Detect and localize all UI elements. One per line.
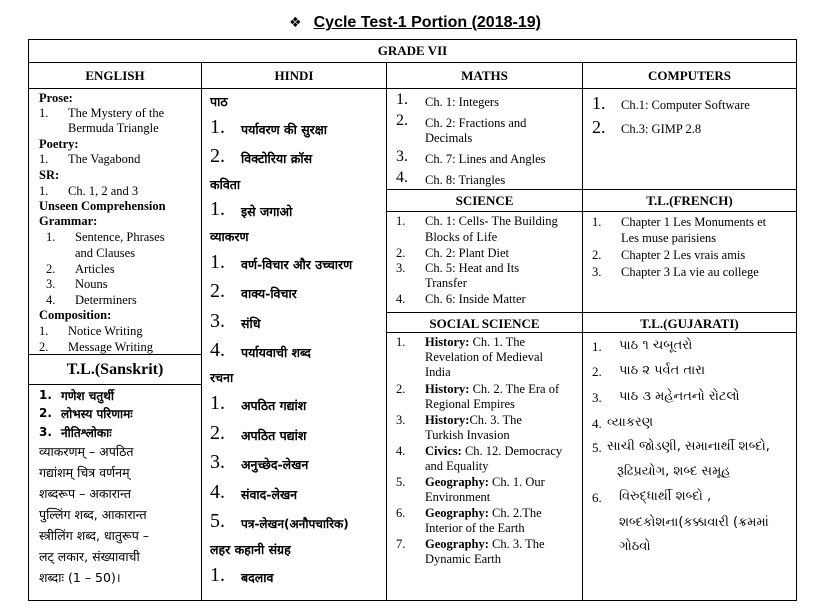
list-item: Ch. 2: Fractions and [425, 116, 527, 130]
list-item-number: 1. [39, 106, 49, 120]
maths-header: MATHS [461, 68, 508, 83]
list-item: Decimals [425, 131, 473, 145]
list-item-number: 2. [210, 280, 225, 302]
topic-label: Geography: [425, 475, 489, 489]
gujarati-header: T.L.(GUJARATI) [640, 316, 739, 331]
list-item: Blocks of Life [425, 230, 498, 244]
grid-line [386, 211, 796, 212]
grid-line [29, 62, 796, 63]
list-item: Transfer [425, 276, 467, 290]
list-item-number: 2. [396, 382, 406, 396]
topic-label: History: [425, 335, 470, 349]
chapter-text: Ch. 2.The [488, 506, 542, 520]
list-item: संधि [241, 316, 261, 331]
grid-line [386, 332, 796, 333]
list-item: Environment [425, 490, 491, 504]
list-item: Determiners [75, 293, 137, 307]
list-item: Chapter 2 Les vrais amis [621, 248, 746, 262]
list-item: Interior of the Earth [425, 521, 525, 535]
list-item-number: 1. [210, 251, 225, 273]
list-item: Chapter 3 La vie au college [621, 265, 759, 279]
list-item: ગોઠવો [619, 539, 651, 554]
chapter-text: Ch. 12. Democracy [461, 444, 563, 458]
chapter-text: Ch. 1. The [469, 335, 526, 349]
list-item: वाक्य-विचार [241, 286, 297, 301]
list-item-number: 3. [592, 390, 602, 405]
list-item: Notice Writing [68, 324, 143, 338]
chapter-text: Ch. 3. The [469, 413, 522, 427]
list-item-number: 1. [210, 564, 225, 586]
list-item: Ch.1: Computer Software [621, 98, 750, 112]
grid-line [386, 312, 796, 313]
page-title [0, 14, 830, 32]
path-label: पाठ [210, 94, 228, 109]
list-item: Ch. 1, 2 and 3 [68, 184, 139, 198]
sanskrit-header: T.L.(Sanskrit) [66, 361, 164, 378]
rachna-label: रचना [210, 370, 234, 385]
list-item-number: 2. [592, 364, 602, 379]
grade-header: GRADE VII [377, 43, 448, 58]
list-item: વ્યાકરણ [607, 415, 654, 430]
list-item: Message Writing [68, 340, 154, 354]
list-item: वर्ण-विचार और उच्चारण [241, 257, 353, 272]
topic-label: Geography: [425, 537, 489, 551]
list-item: Ch. 7: Lines and Angles [425, 152, 546, 166]
list-item [425, 537, 545, 552]
list-item: પાઠ ૩ મહેનતનો રોટલો [619, 389, 740, 404]
grid-line [201, 62, 202, 600]
list-item-number: 1. [210, 392, 225, 414]
list-item: पर्यायवाची शब्द [241, 345, 311, 360]
prose-label: Prose: [39, 91, 73, 105]
list-item [425, 506, 542, 521]
list-item: अपठित गद्यांश [241, 398, 307, 413]
list-item-number: 1. [396, 214, 406, 228]
list-item: The Vagabond [68, 152, 141, 166]
list-item-number: 3. [396, 413, 406, 427]
kavita-label: कविता [210, 177, 241, 192]
list-item-number: 2. [396, 112, 408, 129]
social-science-header: SOCIAL SCIENCE [429, 316, 540, 331]
sr-label: SR: [39, 168, 60, 182]
list-item-number: 3. [396, 261, 406, 275]
list-item: अनुच्छेद-लेखन [241, 457, 309, 472]
sanskrit-para-line: लट् लकार, संख्यावाची [39, 549, 140, 564]
list-item-number: 2. [210, 422, 225, 444]
grammar-label: Grammar: [39, 214, 98, 228]
list-item [425, 335, 525, 350]
list-item-number: 1. [210, 116, 225, 138]
topic-label: History: [425, 413, 470, 427]
grid-line [29, 384, 201, 385]
sanskrit-para-line: पुल्लिंग शब्द, आकारान्त [39, 507, 147, 522]
list-item: Les muse parisiens [621, 231, 717, 245]
list-item-number: 4. [592, 416, 602, 431]
list-item: लोभस्य परिणामः [61, 407, 133, 421]
topic-label: History: [425, 382, 470, 396]
list-item: Articles [75, 262, 115, 276]
list-item: and Clauses [75, 246, 136, 260]
list-item-number: 2. [396, 246, 406, 260]
list-item: India [425, 365, 451, 379]
list-item: इसे जगाओ [241, 204, 293, 219]
list-item-number: 7. [396, 537, 406, 551]
english-header: ENGLISH [85, 68, 145, 83]
list-item: संवाद-लेखन [241, 487, 298, 502]
list-item: Ch.3: GIMP 2.8 [621, 122, 702, 136]
list-item-number: 1. [39, 152, 49, 166]
list-item: વિરુદ્ધાર્થી શબ્દો , [619, 489, 712, 504]
diamond-bullet-icon: ❖ [289, 14, 302, 30]
list-item: Ch. 2: Plant Diet [425, 246, 510, 260]
list-item [425, 475, 545, 490]
list-item: Ch. 1: Cells- The Building [425, 214, 558, 228]
list-item-number: 1. [592, 215, 602, 229]
topic-label: Geography: [425, 506, 489, 520]
hindi-header: HINDI [274, 68, 314, 83]
list-item-number: 1. [396, 335, 406, 349]
science-header: SCIENCE [455, 193, 514, 208]
list-item-number: 4. [396, 292, 406, 306]
list-item: Ch. 8: Triangles [425, 173, 506, 187]
list-item: विक्टोरिया क्रॉस [241, 151, 313, 166]
grid-line [386, 189, 796, 190]
chapter-text: Ch. 2. The Era of [469, 382, 560, 396]
list-item [425, 413, 522, 428]
sanskrit-para-line: व्याकरणम् – अपठित [39, 444, 134, 459]
list-item: પાઠ ૨ પર્વત તારા [619, 363, 706, 378]
list-item-number: 2. [39, 340, 49, 354]
list-item: पर्यावरण की सुरक्षा [241, 122, 327, 137]
sanskrit-para-line: शब्दरूप – अकारान्त [39, 486, 132, 501]
list-item: રૂઢિપ્રયોગ, શબ્દ સમૂહ [617, 464, 731, 479]
list-item-number: 3. [210, 310, 225, 332]
list-item-number: 1. [592, 339, 602, 354]
chapter-text: Ch. 1. Our [488, 475, 545, 489]
portion-table [28, 39, 797, 601]
list-item: Chapter 1 Les Monuments et [621, 215, 767, 229]
list-item-number: 3. [592, 265, 602, 279]
list-item-number: 1. [396, 91, 408, 108]
list-item-number: 1. [39, 184, 49, 198]
french-header: T.L.(FRENCH) [646, 193, 733, 208]
list-item: Revelation of Medieval [425, 350, 544, 364]
list-item: गणेश चतुर्थी [61, 389, 115, 403]
list-item: Ch. 5: Heat and Its [425, 261, 520, 275]
sanskrit-para-line: शब्दाः (1 – 50)। [39, 570, 121, 585]
list-item-number: 1. [592, 93, 606, 113]
list-item-number: 3. [396, 148, 408, 165]
list-item: पत्र-लेखन(अनौपचारिक) [241, 517, 349, 531]
list-item [425, 444, 562, 459]
list-item: Turkish Invasion [425, 428, 510, 442]
list-item-number: 4. [396, 444, 406, 458]
list-item-number: 4. [46, 293, 56, 307]
list-item-number: 2. [592, 117, 606, 137]
list-item-number: 5. [592, 440, 602, 455]
grid-line [29, 88, 796, 89]
list-item-number: 4. [396, 169, 408, 186]
list-item: and Equality [425, 459, 489, 473]
list-item: Regional Empires [425, 397, 515, 411]
list-item-number: 2. [210, 145, 225, 167]
topic-label: Civics: [425, 444, 462, 458]
list-item-number: 6. [592, 490, 602, 505]
list-item-number: 3. [46, 277, 56, 291]
list-item-number: 3. [39, 425, 52, 439]
list-item: Bermuda Triangle [68, 121, 159, 135]
unseen-comprehension: Unseen Comprehension [39, 199, 166, 213]
list-item-number: 1. [210, 198, 225, 220]
lahar-label: लहर कहानी संग्रह [210, 542, 291, 557]
vyakaran-label: व्याकरण [210, 229, 249, 244]
list-item-number: 1. [46, 230, 56, 244]
list-item-number: 1. [39, 388, 52, 402]
list-item: The Mystery of the [68, 106, 165, 120]
list-item: नीतिश्लोकाः [61, 426, 112, 440]
list-item: बदलाव [241, 570, 274, 585]
poetry-label: Poetry: [39, 137, 79, 151]
list-item-number: 3. [210, 451, 225, 473]
computers-header: COMPUTERS [647, 68, 732, 83]
title-text: Cycle Test-1 Portion (2018-19) [313, 14, 541, 31]
list-item: अपठित पद्यांश [241, 428, 307, 443]
list-item: શબ્દકોશના(કક્કાવારી (ક્રમમાં [619, 515, 769, 530]
list-item-number: 6. [396, 506, 406, 520]
sanskrit-para-line: गद्यांशम् चित्र वर्णनम् [39, 465, 130, 480]
list-item-number: 2. [46, 262, 56, 276]
list-item-number: 2. [39, 406, 52, 420]
list-item-number: 5. [210, 510, 225, 532]
chapter-text: Ch. 3. The [488, 537, 545, 551]
list-item: Nouns [75, 277, 108, 291]
list-item-number: 2. [592, 248, 602, 262]
list-item-number: 1. [39, 324, 49, 338]
list-item-number: 4. [210, 339, 225, 361]
composition-label: Composition: [39, 308, 112, 322]
list-item [425, 382, 559, 397]
list-item-number: 4. [210, 481, 225, 503]
list-item: સાચી જોડણી, સમાનાર્થી શબ્દો, [607, 439, 770, 454]
list-item: Ch. 6: Inside Matter [425, 292, 526, 306]
list-item: Sentence, Phrases [75, 230, 165, 244]
list-item: Dynamic Earth [425, 552, 502, 566]
list-item: Ch. 1: Integers [425, 95, 499, 109]
sanskrit-para-line: स्त्रीलिंग शब्द, धातुरूप – [39, 528, 150, 543]
list-item: પાઠ ૧ ચબૂતરો [619, 338, 693, 353]
list-item-number: 5. [396, 475, 406, 489]
